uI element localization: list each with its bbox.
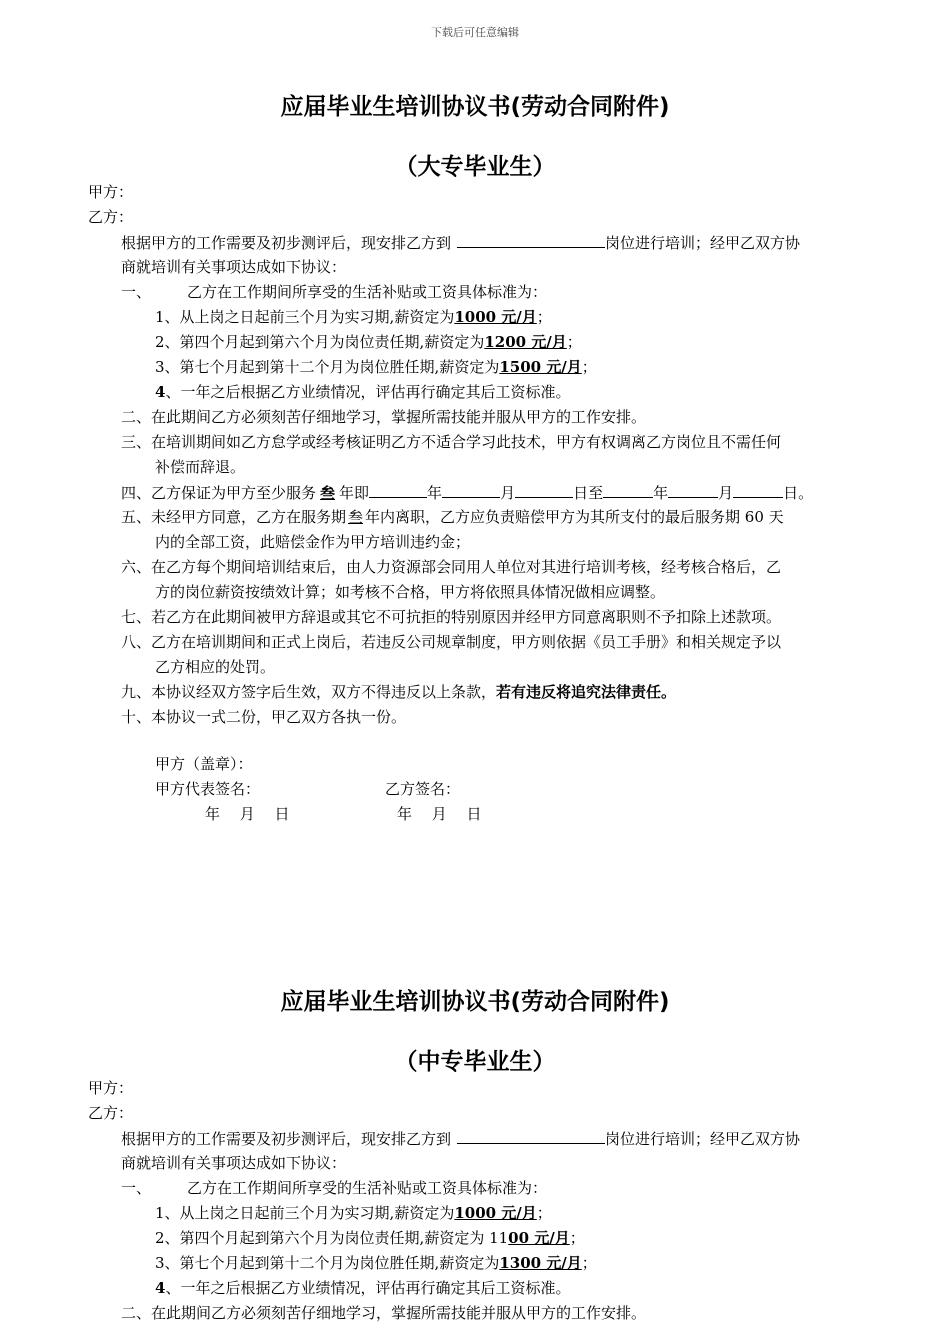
clause-5 — [0, 505, 950, 530]
salary-item-end: ； — [536, 308, 552, 326]
salary-item-1 — [0, 1201, 950, 1226]
salary-item-end: ； — [536, 1204, 552, 1222]
start-year-blank — [369, 480, 427, 498]
party-a-line: 甲方： — [88, 1079, 134, 1097]
party-a-rep-signature-label: 甲方代表签名： — [155, 780, 261, 798]
salary-item-end: ； — [581, 358, 597, 376]
intro-line-2: 商就培训有关事项达成如下协议： — [121, 1154, 347, 1172]
salary-item-text: 2、第四个月起到第六个月为岗位责任期,薪资定为 11 — [155, 1229, 509, 1247]
clause-6: 六、在乙方每个期间培训结束后，由人力资源部会同用人单位对其进行培训考核，经考核合格后，乙 — [121, 558, 782, 576]
clause-1 — [0, 1176, 950, 1201]
clause-text: 乙方在工作期间所享受的生活补贴或工资具体标准为： — [187, 283, 548, 301]
party-b-line: 乙方： — [88, 1104, 134, 1122]
download-note: 下载后可任意编辑 — [431, 26, 519, 39]
salary-amount: 1300 元/月 — [499, 1254, 582, 1272]
salary-item-text: 2、第四个月起到第六个月为岗位责任期,薪资定为 — [155, 333, 485, 351]
clause-text: 月 — [718, 484, 734, 502]
start-day-blank — [515, 480, 573, 498]
end-year-blank — [603, 480, 653, 498]
clause-text: 四、乙方保证为甲方至少服务 — [121, 484, 317, 502]
start-month-blank — [442, 480, 500, 498]
clause-text: 年内离职，乙方应负责赔偿甲方为其所支付的最后服务期 60 天 — [365, 508, 784, 526]
party-b-line: 乙方： — [88, 208, 134, 226]
clause-text: 年 — [427, 484, 443, 502]
salary-item-text: 、一年之后根据乙方业绩情况，评估再行确定其后工资标准。 — [165, 383, 571, 401]
party-b-date-label: 年 月 日 — [397, 805, 482, 823]
salary-item-1 — [0, 305, 950, 330]
end-month-blank — [668, 480, 718, 498]
clause-7: 七、若乙方在此期间被甲方辞退或其它不可抗拒的特别原因并经甲方同意离职则不予扣除上述款项。 — [121, 608, 782, 626]
position-blank — [457, 230, 605, 248]
clause-8: 八、乙方在培训期间和正式上岗后，若违反公司规章制度，甲方则依据《员工手册》和相关规定予以 — [121, 633, 782, 651]
salary-amount: 00 元/月 — [508, 1229, 570, 1247]
position-blank — [457, 1126, 605, 1144]
clause-2: 二、在此期间乙方必须刻苦仔细地学习，掌握所需技能并服从甲方的工作安排。 — [121, 408, 647, 426]
agreement-title: 应届毕业生培训协议书(劳动合同附件) — [280, 94, 670, 120]
legal-warning: 若有违反将追究法律责任。 — [496, 683, 677, 701]
clause-text: 年即 — [339, 484, 370, 502]
salary-item-3 — [0, 355, 950, 380]
agreement-subtitle: （大专毕业生） — [394, 154, 556, 180]
salary-item-number: 4 — [155, 383, 166, 401]
clause-1 — [0, 280, 950, 305]
clause-4 — [0, 480, 950, 505]
clause-text: 年 — [653, 484, 669, 502]
party-a-line: 甲方： — [88, 183, 134, 201]
salary-item-2 — [0, 1226, 950, 1251]
salary-item-text: 1、从上岗之日起前三个月为实习期,薪资定为 — [155, 1204, 455, 1222]
party-a-seal-label: 甲方（盖章）： — [155, 755, 253, 773]
intro-text-end: 岗位进行培训；经甲乙双方协 — [605, 234, 801, 252]
salary-item-4 — [0, 1276, 950, 1301]
salary-item-text: 3、第七个月起到第十二个月为岗位胜任期,薪资定为 — [155, 358, 500, 376]
clause-10: 十、本协议一式二份，甲乙双方各执一份。 — [121, 708, 407, 726]
clause-text: 五、未经甲方同意，乙方在服务期 — [121, 508, 347, 526]
salary-item-text: 、一年之后根据乙方业绩情况，评估再行确定其后工资标准。 — [165, 1279, 571, 1297]
agreement-college-body — [0, 180, 950, 730]
agreement-vocational — [0, 987, 950, 1077]
clause-text: 九、本协议经双方签字后生效，双方不得违反以上条款， — [121, 683, 497, 701]
clause-number: 一、 — [121, 283, 152, 301]
clause-text: 乙方在工作期间所享受的生活补贴或工资具体标准为： — [187, 1179, 548, 1197]
salary-item-end: ； — [581, 1254, 597, 1272]
intro-line-2: 商就培训有关事项达成如下协议： — [121, 258, 347, 276]
end-day-blank — [733, 480, 783, 498]
clause-text: 月 — [500, 484, 516, 502]
clause-number: 一、 — [121, 1179, 152, 1197]
agreement-title: 应届毕业生培训协议书(劳动合同附件) — [280, 989, 670, 1015]
salary-item-text: 1、从上岗之日起前三个月为实习期,薪资定为 — [155, 308, 455, 326]
service-years: 叁 — [348, 508, 364, 526]
clause-5-continued: 内的全部工资，此赔偿金作为甲方培训违约金； — [155, 533, 471, 551]
clause-text: 日。 — [783, 484, 814, 502]
intro-line — [0, 230, 950, 255]
clause-6-continued: 方的岗位薪资按绩效计算；如考核不合格，甲方将依照具体情况做相应调整。 — [155, 583, 666, 601]
salary-item-4 — [0, 380, 950, 405]
clause-2: 二、在此期间乙方必须刻苦仔细地学习，掌握所需技能并服从甲方的工作安排。 — [121, 1304, 647, 1322]
party-b-signature-label: 乙方签名： — [385, 780, 461, 798]
service-years: 叁 — [320, 484, 336, 502]
agreement-college — [0, 92, 950, 182]
salary-item-2 — [0, 330, 950, 355]
salary-item-3 — [0, 1251, 950, 1276]
intro-text-start: 根据甲方的工作需要及初步测评后，现安排乙方到 — [121, 234, 452, 252]
agreement-subtitle: （中专毕业生） — [394, 1049, 556, 1075]
clause-text: 日至 — [573, 484, 604, 502]
agreement-vocational-body — [0, 1076, 950, 1326]
salary-amount: 1200 元/月 — [484, 333, 567, 351]
salary-item-end: ； — [566, 333, 582, 351]
salary-amount: 1500 元/月 — [499, 358, 582, 376]
clause-9 — [0, 680, 950, 705]
salary-amount: 1000 元/月 — [454, 308, 537, 326]
party-a-date-label: 年 月 日 — [205, 805, 290, 823]
salary-item-number: 4 — [155, 1279, 166, 1297]
intro-line — [0, 1126, 950, 1151]
salary-amount: 1000 元/月 — [454, 1204, 537, 1222]
intro-text-start: 根据甲方的工作需要及初步测评后，现安排乙方到 — [121, 1130, 452, 1148]
clause-3-continued: 补偿而辞退。 — [155, 458, 246, 476]
clause-8-continued: 乙方相应的处罚。 — [155, 658, 276, 676]
clause-3: 三、在培训期间如乙方怠学或经考核证明乙方不适合学习此技术，甲方有权调离乙方岗位且不需任何 — [121, 433, 782, 451]
intro-text-end: 岗位进行培训；经甲乙双方协 — [605, 1130, 801, 1148]
salary-item-text: 3、第七个月起到第十二个月为岗位胜任期,薪资定为 — [155, 1254, 500, 1272]
salary-item-end: ； — [569, 1229, 585, 1247]
